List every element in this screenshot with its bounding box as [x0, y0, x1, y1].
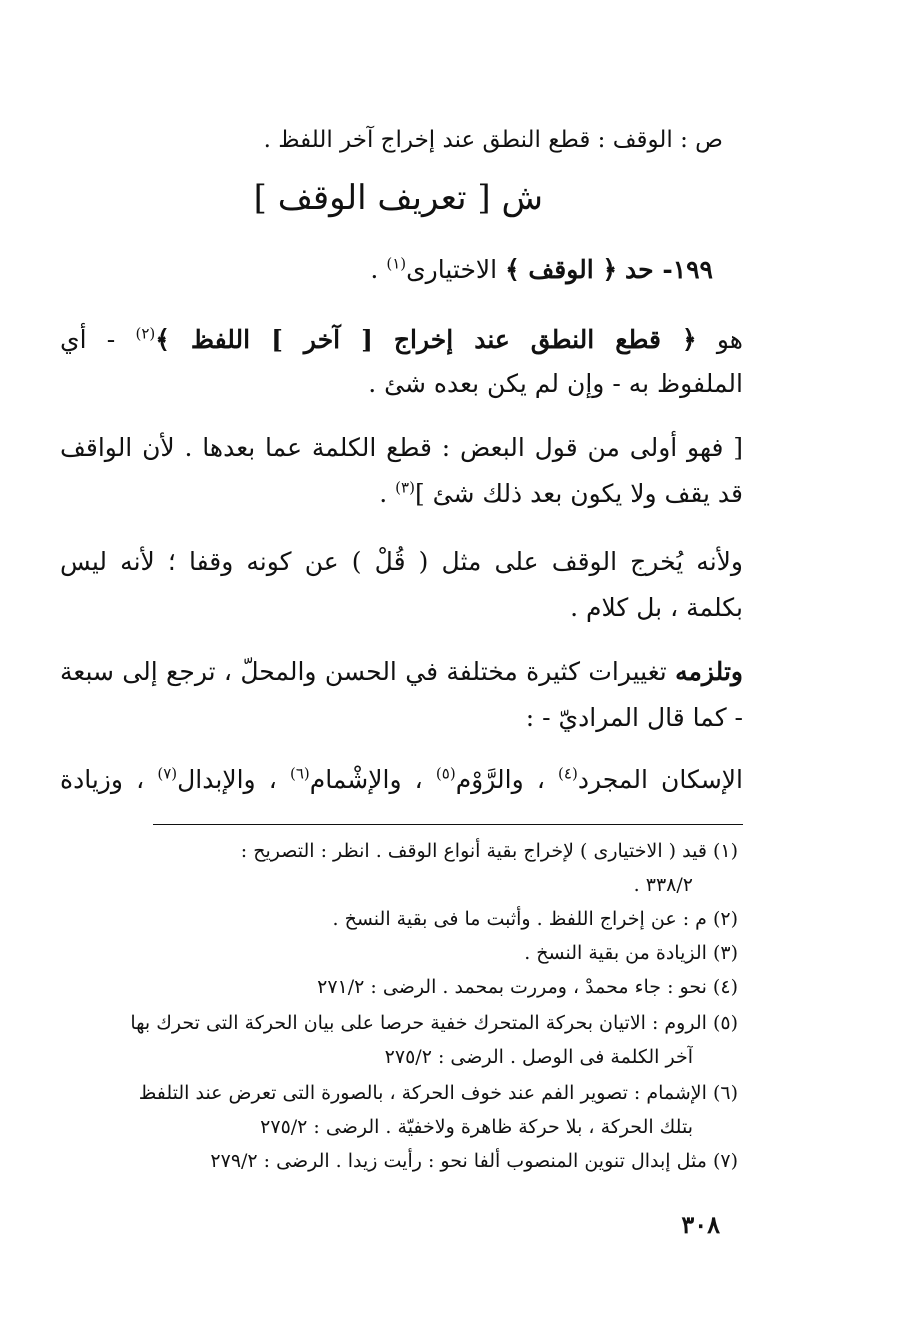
footnote-ref-6: (٦): [289, 764, 310, 783]
footnote-1-line1: (١) قيد ( الاختيارى ) لإخراج بقية أنواع الوقف . انظر : التصريح :: [240, 840, 738, 862]
footnote-ref-3: (٣): [395, 478, 415, 497]
para3-line2: بكلمة ، بل كلام .: [570, 593, 743, 622]
footnote-ref-2: (٢): [135, 324, 156, 343]
item-rest: الاختيارى: [406, 255, 498, 284]
para4-lead: وتلزمه: [675, 657, 743, 686]
page-number: ٣٠٨: [681, 1210, 720, 1239]
para4-line2: - كما قال المراديّ - :: [525, 703, 743, 732]
footnote-ref-7: (٧): [157, 764, 178, 783]
para1-definition: ﴿ قطع النطق عند إخراج [ آخر ] اللفظ ﴾: [155, 325, 697, 354]
footnote-ref-1: (١): [386, 254, 407, 273]
footnote-5-line1: (٥) الروم : الاتيان بحركة المتحرك خفية حرصا على بيان الحركة التى تحرك بها: [130, 1012, 738, 1034]
para5-line1: الإسكان المجرد$^{(٤)}$ ، والرَّوْم$^{(٥)}$ ، والإشْمام$^{(٦)}$ ، والإبدال$^{(٧)}$ ، وزيادة: [60, 764, 743, 794]
item-heading: ١٩٩- حد ﴿ الوقف ﴾ الاختيارى$^{(١)}$ .: [370, 254, 713, 284]
footnote-2: (٢) م : عن إخراج اللفظ . وأثبت ما فى بقية النسخ .: [332, 908, 738, 930]
item-term: ﴿ الوقف ﴾: [505, 255, 618, 284]
footnote-6-line1: (٦) الإشمام : تصوير الفم عند خوف الحركة ، بالصورة التى تعرض عند التلفظ: [138, 1082, 738, 1104]
para3-line1: ولأنه يُخرج الوقف على مثل ( قُلْ ) عن كونه وقفا ؛ لأنه ليس: [60, 547, 743, 576]
para1-line2: الملفوظ به - وإن لم يكن بعده شئ .: [368, 369, 743, 398]
footnote-6-line2: بتلك الحركة ، بلا حركة ظاهرة ولاخفيّة . الرضى : ٢٧٥/٢: [260, 1116, 693, 1138]
footnote-separator: [153, 824, 743, 825]
footnote-3: (٣) الزيادة من بقية النسخ .: [524, 942, 738, 964]
para2-line1: [ فهو أولى من قول البعض : قطع الكلمة عما بعدها . لأن الواقف: [60, 433, 743, 462]
para2-line2: قد يقف ولا يكون بعد ذلك شئ ]$^{(٣)}$ .: [379, 478, 743, 508]
footnote-4: (٤) نحو : جاء محمدْ ، ومررت بمحمد . الرضى : ٢٧١/٢: [317, 976, 738, 998]
para1-line1: [60, 322, 743, 358]
footnote-7: (٧) مثل إبدال تنوين المنصوب ألفا نحو : رأيت زيدا . الرضى : ٢٧٩/٢: [210, 1150, 738, 1172]
para1-prefix: هو: [716, 325, 743, 354]
footnote-5-line2: آخر الكلمة فى الوصل . الرضى : ٢٧٥/٢: [384, 1046, 693, 1068]
footnote-1-line2: ٣٣٨/٢ .: [633, 874, 693, 896]
footnote-ref-4: (٤): [558, 764, 578, 783]
para4-line1: وتلزمه تغييرات كثيرة مختلفة في الحسن والمحلّ ، ترجع إلى سبعة: [60, 657, 743, 686]
item-number: ١٩٩- حد: [625, 255, 713, 284]
footnote-ref-5: (٥): [435, 764, 456, 783]
para1-after: - أي: [60, 325, 116, 354]
matn-line: ص : الوقف : قطع النطق عند إخراج آخر اللفظ .: [263, 127, 723, 153]
section-heading: ش [ تعريف الوقف ]: [253, 178, 543, 218]
